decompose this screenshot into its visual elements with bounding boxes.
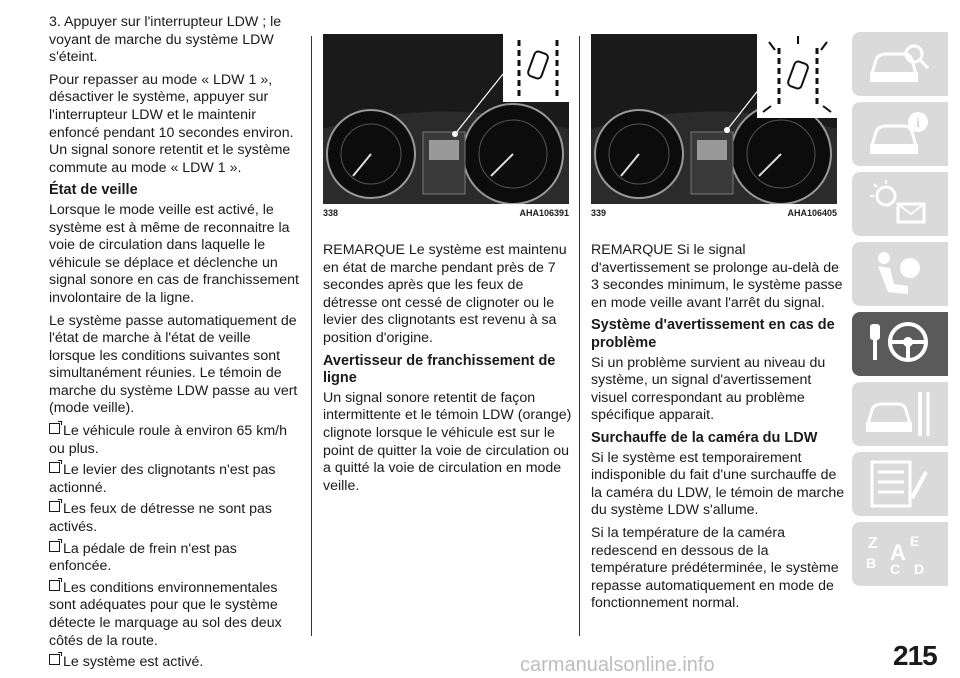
paragraph: Pour repasser au mode « LDW 1 », désactiver le système, appuyer sur l'interrupteur LDW et le maintenir enfoncé pendant 10 secondes environ. Un signal sonore retentit et le système commute au mode « LDW 1 ». <box>49 71 294 176</box>
figure-number: 338 <box>323 208 339 218</box>
paragraph: Si le système est temporairement indisponible du fait d'une surchauffe de la caméra du LDW, le témoin de marche du système LDW s'allume. <box>591 449 845 519</box>
column-divider <box>311 36 312 636</box>
alphabet-index-icon <box>864 528 934 580</box>
car-search-icon <box>864 38 934 90</box>
paragraph: Si un problème survient au niveau du système, un signal d'avertissement visuel correspondant au problème spécifique apparait. <box>591 354 826 424</box>
column-divider <box>579 36 580 636</box>
paragraph: 3. Appuyer sur l'interrupteur LDW ; le voyant de marche du système LDW s'éteint. <box>49 14 282 66</box>
remark-paragraph: REMARQUE Si le signal d'avertissement se prolonge au-delà de 3 secondes minimum, le système passe en mode veille avant l'arrêt du signal. <box>591 242 843 311</box>
section-heading-probleme: Système d'avertissement en cas de problème <box>591 317 835 351</box>
remark-paragraph: REMARQUE Le système est maintenu en état de marche pendant près de 7 secondes après que les feux de détresse ont cessé de clignoter ou le levier des clignotants est revenu à sa position d'origine. <box>323 242 567 346</box>
bullet-item: Les conditions environnementales sont adéquates pour que le système détecte le marquage au sol des deux côtés de la route. <box>49 579 282 649</box>
tab-driving[interactable] <box>852 312 948 376</box>
section-heading-veille: État de veille <box>49 182 138 199</box>
watermark: carmanualsonline.info <box>520 654 715 676</box>
bullet-item: Les feux de détresse ne sont pas activés. <box>49 501 273 536</box>
bullet-item: Le levier des clignotants n'est pas actionné. <box>49 462 276 496</box>
svg-text:E: E <box>910 533 920 549</box>
bullet-item: Le véhicule roule à environ 65 km/h ou plus. <box>49 423 287 457</box>
column-middle <box>323 242 573 500</box>
tab-specifications[interactable] <box>852 452 948 516</box>
paragraph: Lorsque le mode veille est activé, le système est à même de reconnaitre la voie de circulation dans laquelle le véhicule se déplace et déclenche un signal sonore en cas de franchissement involontaire de la ligne. <box>49 201 299 306</box>
paragraph: Le système passe automatiquement de l'état de marche à l'état de veille lorsque les conditions suivantes sont simultanément réunies. Le témoin de marche du système LDW passe au vert (mode veille). <box>49 312 298 417</box>
svg-text:i: i <box>916 116 920 131</box>
section-heading-avertisseur: Avertisseur de franchissement de ligne <box>323 352 556 387</box>
tab-vehicle-info[interactable] <box>852 102 948 166</box>
tab-lights-warnings[interactable] <box>852 172 948 236</box>
car-info-icon <box>864 108 934 160</box>
paragraph: Un signal sonore retentit de façon intermittente et le témoin LDW (orange) clignote lorsque le véhicule est sur le point de quitter la voie de circulation ou a quitté la voie de circulation en mode veille. <box>323 389 572 494</box>
bullet-item: Le système est activé. <box>49 654 299 672</box>
checkbox-icon <box>49 501 60 512</box>
figure-code: AHA106391 <box>519 208 569 218</box>
bullet-item: La pédale de frein n'est pas enfoncée. <box>49 540 237 575</box>
checklist-icon <box>864 458 934 510</box>
checkbox-icon <box>49 580 60 591</box>
figure-caption <box>323 208 569 218</box>
svg-text:C: C <box>890 561 901 577</box>
checkbox-icon <box>49 423 60 434</box>
figure-number: 339 <box>591 208 607 218</box>
checkbox-icon <box>49 462 60 473</box>
svg-text:Z: Z <box>868 535 878 552</box>
warning-light-message-icon <box>864 178 934 230</box>
tab-safety[interactable] <box>852 242 948 306</box>
column-left <box>49 14 299 676</box>
page-number: 215 <box>893 640 937 671</box>
figure-code: AHA106405 <box>787 208 837 218</box>
svg-text:D: D <box>914 561 925 577</box>
figure-caption <box>591 208 837 218</box>
checkbox-icon <box>49 541 60 552</box>
paragraph: Si la température de la caméra redescend en dessous de la température prédéterminée, le système repasse automatiquement en mode de fonctionnement normal. <box>591 524 839 612</box>
tab-index[interactable] <box>852 522 948 586</box>
airbag-seat-icon <box>864 248 934 300</box>
section-heading-surchauffe: Surchauffe de la caméra du LDW <box>591 429 818 446</box>
checkbox-icon <box>49 654 60 665</box>
svg-text:A: A <box>890 540 906 565</box>
tab-vehicle-search[interactable] <box>852 32 948 96</box>
tab-maintenance[interactable] <box>852 382 948 446</box>
key-steering-wheel-icon <box>864 318 934 370</box>
figure-339-instrument-cluster <box>591 34 837 204</box>
figure-338-instrument-cluster <box>323 34 569 204</box>
car-tools-icon <box>864 388 934 440</box>
svg-text:B: B <box>866 555 877 571</box>
column-right <box>591 242 846 618</box>
